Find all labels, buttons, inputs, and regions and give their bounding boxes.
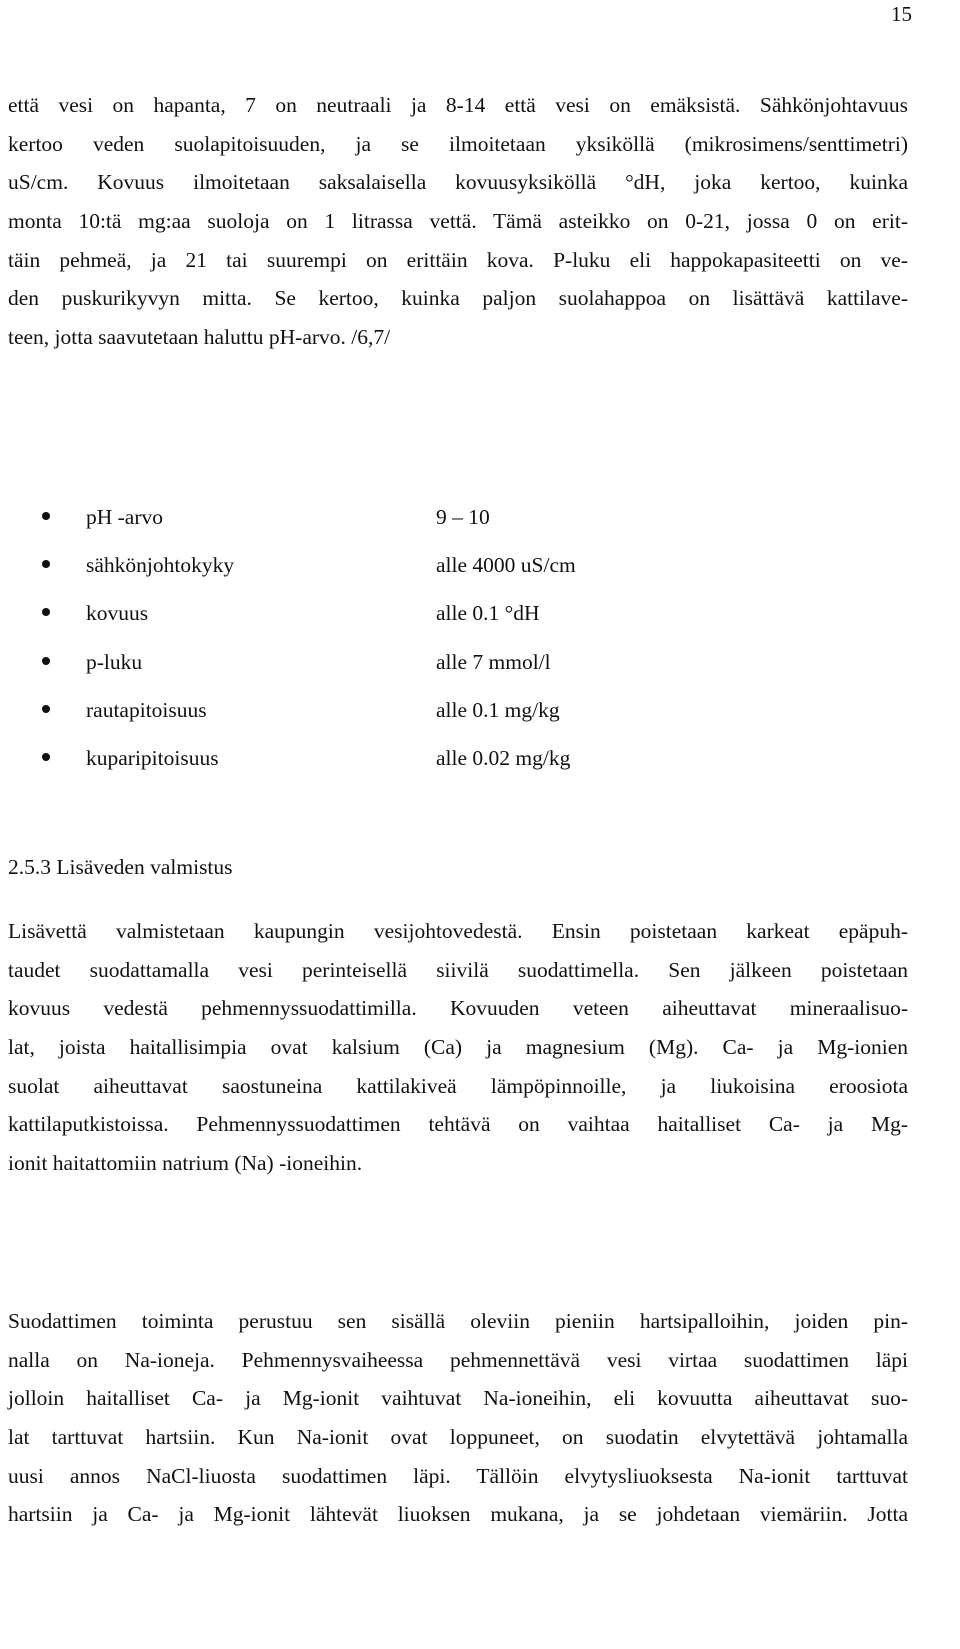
bullet-icon [42, 705, 50, 713]
spec-name: p-luku [86, 649, 143, 674]
text-line: kattilaputkistoissa. Pehmennyssuodattimen tehtävä on vaihtaa haitalliset Ca- ja Mg- [8, 1112, 908, 1137]
text-line: lat tarttuvat hartsiin. Kun Na-ionit ovat loppuneet, on suodatin elvytettävä johtamalla [8, 1425, 908, 1450]
text-line: monta 10:tä mg:aa suoloja on 1 litrassa vettä. Tämä asteikko on 0-21, jossa 0 on erit- [8, 209, 908, 234]
text-line: teen, jotta saavutetaan haluttu pH-arvo. /6,7/ [8, 325, 391, 350]
list-item [0, 642, 900, 690]
section-heading: 2.5.3 Lisäveden valmistus [8, 855, 233, 879]
text-line: uS/cm. Kovuus ilmoitetaan saksalaisella kovuusyksiköllä °dH, joka kertoo, kuinka [8, 170, 908, 195]
bullet-icon [42, 657, 50, 665]
text-line: kertoo veden suolapitoisuuden, ja se ilmoitetaan yksiköllä (mikrosimens/senttimetri) [8, 131, 908, 156]
spec-name: pH -arvo [86, 505, 164, 529]
spec-value: alle 0.1 °dH [436, 601, 540, 626]
text-line: suolat aiheuttavat saostuneina kattilakiveä lämpöpinnoille, ja liukoisina eroosiota [8, 1073, 908, 1098]
text-line: jolloin haitalliset Ca- ja Mg-ionit vaihtuvat Na-ioneihin, eli kovuutta aiheuttavat suo- [8, 1386, 908, 1411]
text-line: että vesi on hapanta, 7 on neutraali ja 8-14 että vesi on emäksistä. Sähkönjohtavuus [8, 93, 908, 117]
bullet-icon [42, 560, 50, 568]
text-line: kovuus vedestä pehmennyssuodattimilla. Kovuuden veteen aiheuttavat mineraalisuo- [8, 996, 908, 1021]
spec-value: alle 7 mmol/l [436, 649, 551, 674]
text-line: ionit haitattomiin natrium (Na) -ioneihin. [8, 1151, 363, 1176]
text-line: taudet suodattamalla vesi perinteisellä siivilä suodattimella. Sen jälkeen poistetaan [8, 957, 908, 982]
paragraph-makeup-water [8, 912, 908, 1183]
bullet-icon [42, 512, 50, 520]
paragraph-filter-operation [8, 1302, 908, 1534]
spec-value: alle 4000 uS/cm [436, 553, 576, 578]
list-item [0, 593, 900, 641]
list-item [0, 497, 900, 545]
spec-name: kovuus [86, 601, 149, 626]
text-line: Suodattimen toiminta perustuu sen sisällä oleviin pieniin hartsipalloihin, joiden pin- [8, 1309, 908, 1333]
spec-value: alle 0.02 mg/kg [436, 745, 571, 770]
list-item [0, 690, 900, 738]
bullet-icon [42, 608, 50, 616]
list-item [0, 738, 900, 786]
water-spec-list [0, 497, 900, 786]
spec-value: alle 0.1 mg/kg [436, 697, 560, 722]
paragraph-water-quality [8, 86, 908, 357]
text-line: lat, joista haitallisimpia ovat kalsium (Ca) ja magnesium (Mg). Ca- ja Mg-ionien [8, 1035, 908, 1060]
text-line: hartsiin ja Ca- ja Mg-ionit lähtevät liuoksen mukana, ja se johdetaan viemäriin. Jotta [8, 1502, 908, 1527]
text-line: Lisävettä valmistetaan kaupungin vesijohtovedestä. Ensin poistetaan karkeat epäpuh- [8, 919, 908, 943]
spec-name: sähkönjohtokyky [86, 553, 235, 578]
spec-name: rautapitoisuus [86, 697, 207, 722]
bullet-icon [42, 753, 50, 761]
text-line: uusi annos NaCl-liuosta suodattimen läpi. Tällöin elvytysliuoksesta Na-ionit tarttuvat [8, 1463, 908, 1488]
spec-value: 9 – 10 [436, 505, 490, 529]
text-line: täin pehmeä, ja 21 tai suurempi on erittäin kova. P-luku eli happokapasiteetti on ve- [8, 247, 908, 272]
list-item [0, 545, 900, 593]
text-line: den puskurikyvyn mitta. Se kertoo, kuinka paljon suolahappoa on lisättävä kattilave- [8, 286, 908, 311]
page-number: 15 [891, 2, 912, 26]
text-line: nalla on Na-ioneja. Pehmennysvaiheessa pehmennettävä vesi virtaa suodattimen läpi [8, 1347, 908, 1372]
spec-name: kuparipitoisuus [86, 745, 219, 770]
